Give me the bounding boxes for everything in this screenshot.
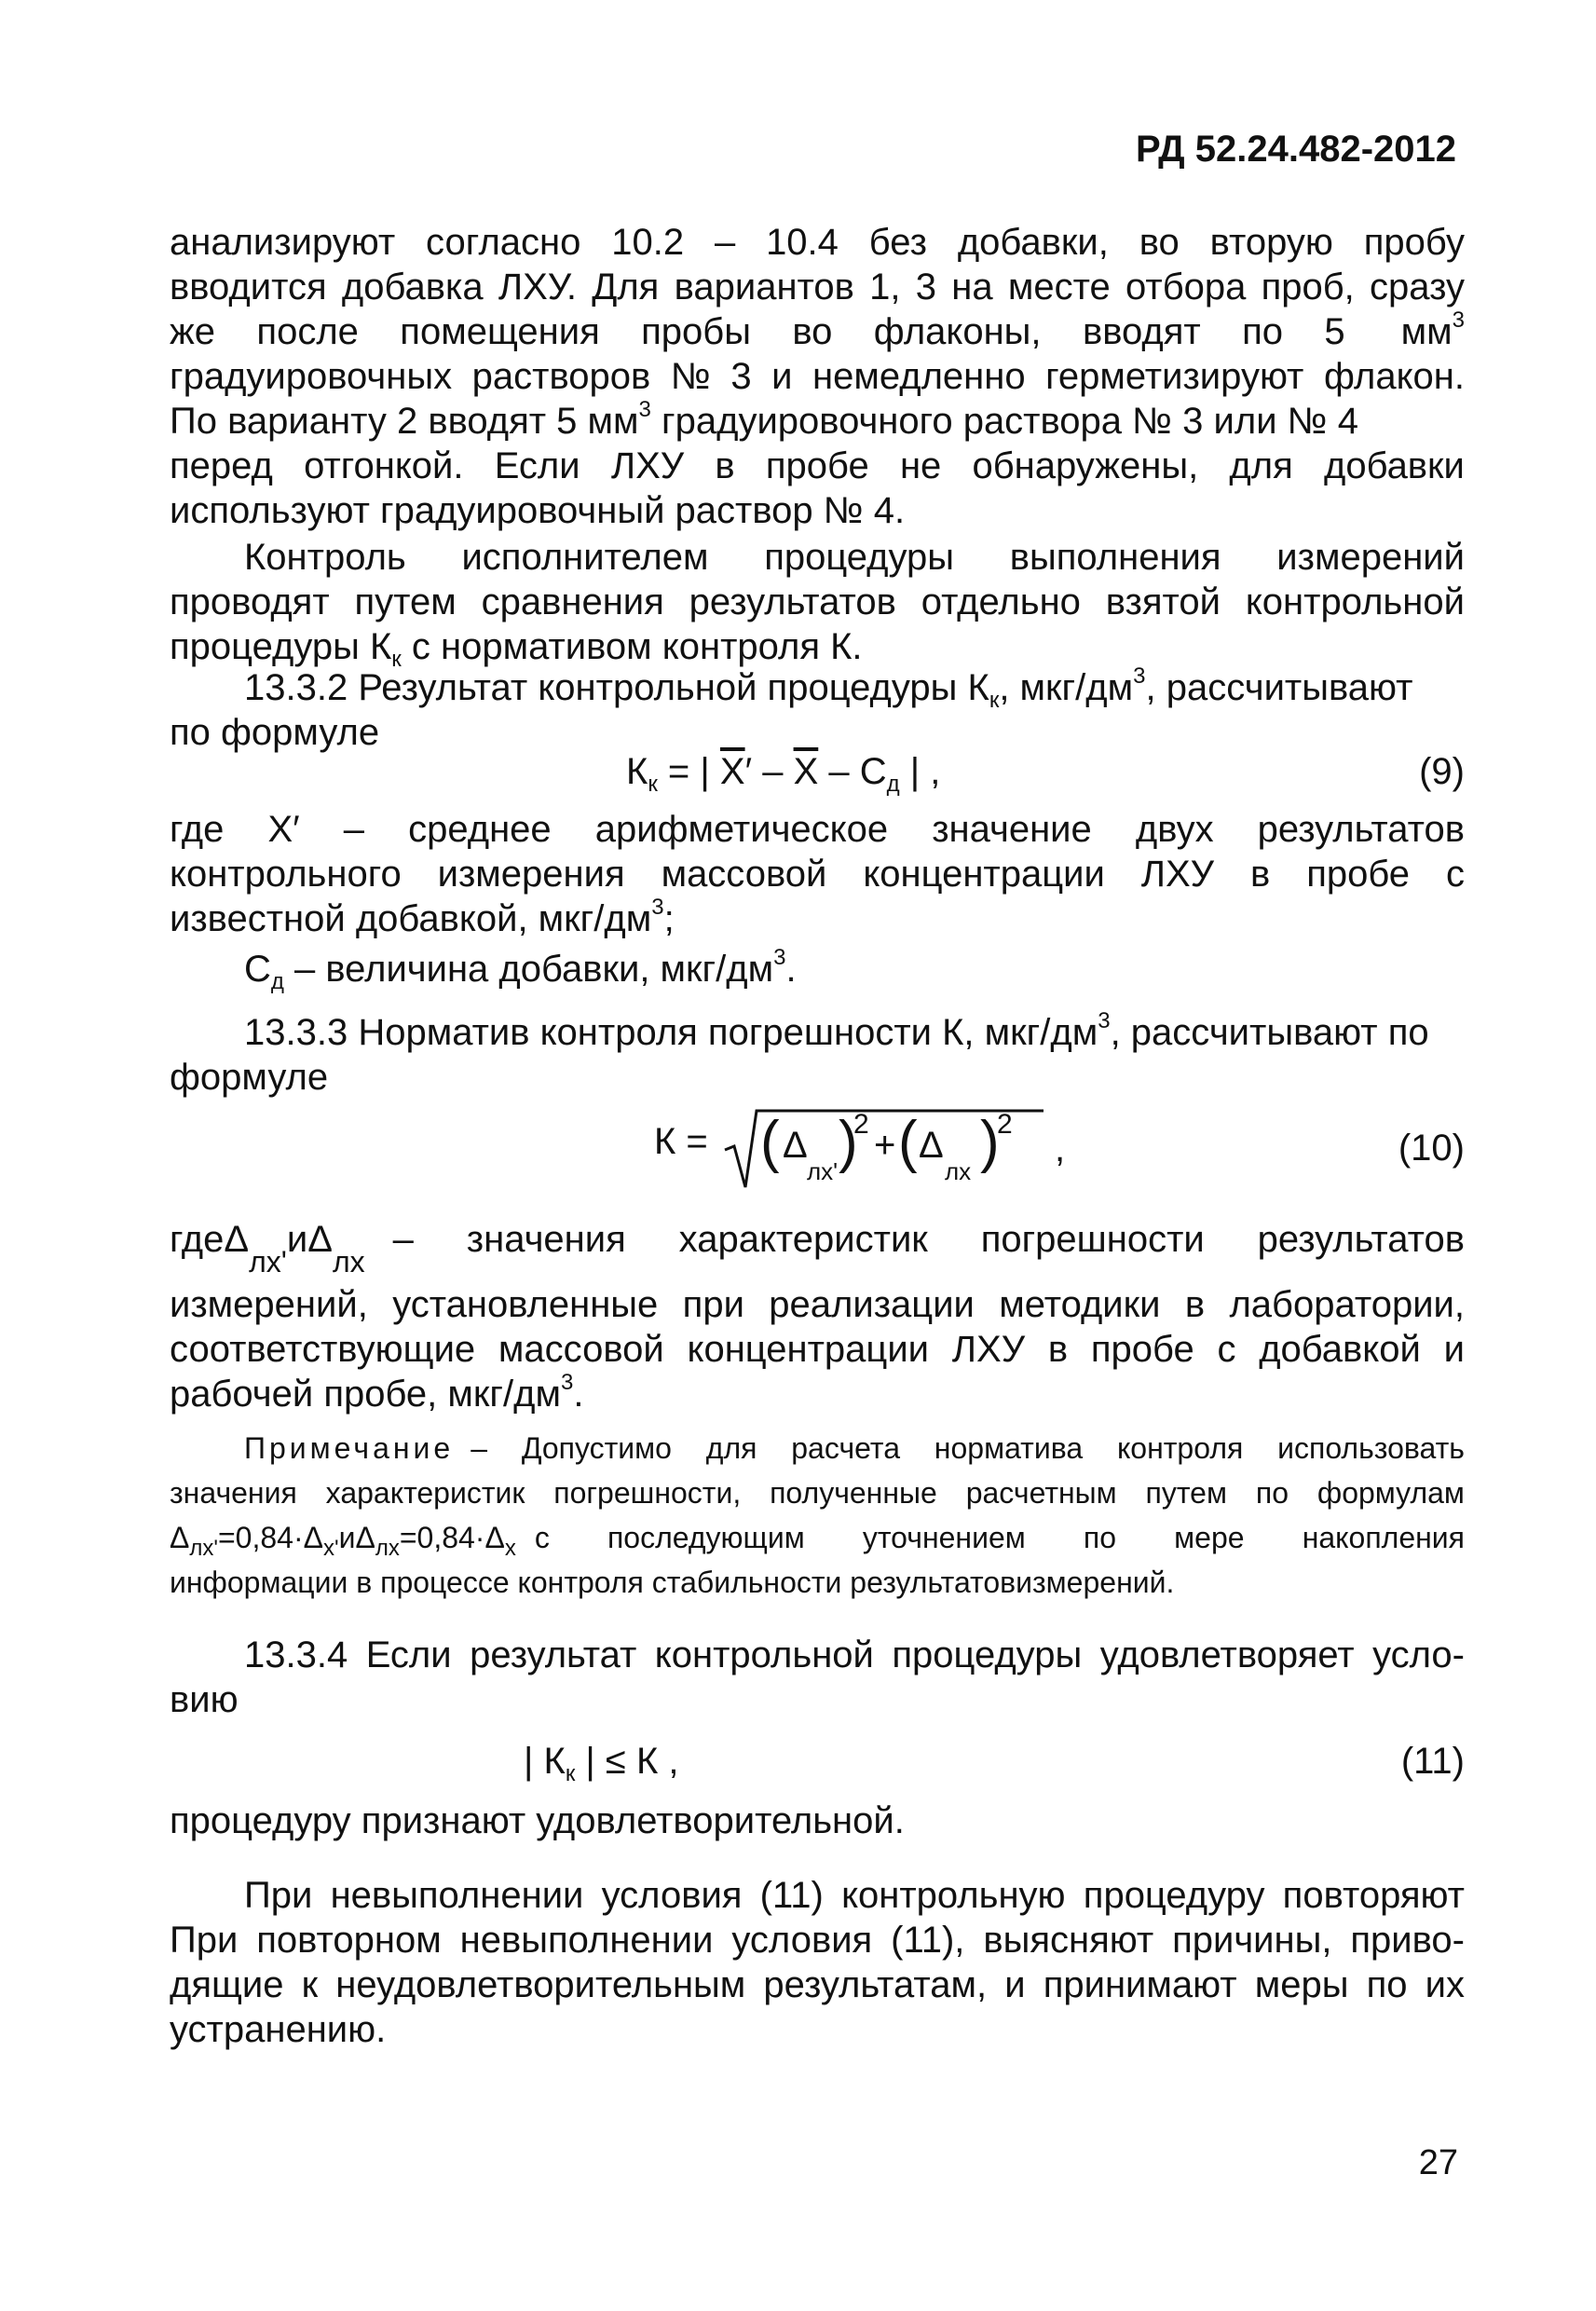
word: Контроль: [244, 537, 406, 578]
word: методики: [999, 1284, 1161, 1325]
note-formula-2: [355, 1515, 515, 1560]
word: вводится: [170, 267, 327, 308]
word: выясняют: [983, 1920, 1154, 1961]
word: пробу: [1363, 222, 1465, 263]
word: №: [670, 356, 711, 397]
w2-delta-2: Δ: [307, 1219, 333, 1260]
nf1-sub: лх': [189, 1536, 218, 1561]
w1-line-1: [170, 807, 1465, 852]
s1333-line-2: формуле: [170, 1057, 329, 1098]
p1-line-1: [170, 220, 1465, 265]
word: и: [1004, 1964, 1026, 2005]
word: массовой: [661, 854, 827, 895]
subscript-k: к: [391, 647, 402, 672]
eq10-k-equals: К =: [654, 1121, 708, 1162]
word: 3: [915, 267, 937, 308]
word: характеристик: [678, 1219, 928, 1260]
p1-line-7: используют градуировочный раствор № 4.: [170, 490, 906, 531]
word: отдельно: [921, 581, 1081, 622]
where-block-2: [170, 1217, 1465, 1416]
w2-line-4-text: рабочей пробе, мкг/дм: [170, 1374, 561, 1415]
section-13-3-2: [170, 665, 1465, 755]
word: арифметическое: [594, 809, 889, 850]
word: сразу: [1370, 267, 1465, 308]
word: ЛХУ: [1140, 854, 1215, 895]
page-number: 27: [1418, 2143, 1458, 2182]
s1332-line-1a: 13.3.2 Результат контрольной процедуры К: [244, 667, 989, 708]
final-line-1: [170, 1873, 1465, 1918]
superscript-3: 3: [1452, 308, 1465, 333]
p1-line-3-words: [170, 309, 1345, 354]
p1-line-5-text: [170, 399, 1358, 444]
w2-delta-lx: [307, 1217, 365, 1279]
eq11-abs-k: | К: [524, 1741, 566, 1782]
final-paragraph: [170, 1873, 1465, 2052]
p2-line-2: [170, 580, 1465, 624]
word: контрольной: [1245, 581, 1465, 622]
word: по: [1366, 1964, 1408, 2005]
word: флакон.: [1323, 356, 1465, 397]
eq11-le-k: | ≤ К ,: [575, 1741, 679, 1782]
word: принимают: [1043, 1964, 1237, 2005]
word: приво-: [1350, 1920, 1465, 1961]
equation-9-number: (9): [1419, 751, 1465, 792]
word: накопления: [1302, 1521, 1465, 1554]
w2-line-4: [170, 1372, 1465, 1416]
word: проводят: [170, 581, 330, 622]
final-line-4: устранению.: [170, 2009, 387, 2050]
note-line-1: [170, 1426, 1465, 1470]
p2-line-1: [170, 535, 1465, 580]
equation-10: [170, 1109, 1465, 1198]
word: по: [1255, 1476, 1289, 1510]
word: при: [682, 1284, 744, 1325]
eq10-paren-close-1: ): [839, 1110, 858, 1174]
nf2-delta: Δ: [355, 1521, 375, 1554]
note-line-3: [170, 1515, 1465, 1560]
word: проб,: [1261, 267, 1355, 308]
subscript-k: к: [989, 688, 1000, 713]
w2-and: и: [286, 1219, 308, 1260]
w1-line-3-text: известной добавкой, мкг/дм: [170, 898, 652, 939]
word: контроля: [1116, 1431, 1244, 1465]
word: ЛХУ: [951, 1329, 1026, 1370]
word: пробе: [1306, 854, 1411, 895]
word: условия: [731, 1920, 873, 1961]
eq10-paren-open-1: (: [760, 1110, 780, 1174]
s1334-conclusion: [170, 1798, 1465, 1843]
word: немедленно: [812, 356, 1026, 397]
word: усло-: [1372, 1634, 1465, 1675]
nf2-sub2: х: [504, 1536, 516, 1561]
word: значения: [170, 1476, 297, 1510]
word: обнаружены,: [972, 445, 1199, 486]
p2-line-3b: с нормативом контроля К.: [401, 626, 863, 667]
word: ЛХУ: [610, 445, 685, 486]
word: процедуры: [892, 1634, 1083, 1675]
p1-line-4: [170, 354, 1465, 399]
word: контрольной: [654, 1634, 874, 1675]
word: X′: [267, 809, 300, 850]
word: же: [170, 311, 216, 352]
word: вводят: [1082, 311, 1201, 352]
word: добавка: [341, 267, 484, 308]
word: выполнения: [1009, 537, 1221, 578]
s1334-line-3: процедуру признают удовлетворительной.: [170, 1800, 905, 1841]
word: флаконы,: [873, 311, 1042, 352]
word: пробы: [641, 311, 751, 352]
s1333-line-1a: 13.3.3 Норматив контроля погрешности К, мкг/дм: [244, 1012, 1098, 1053]
word: растворов: [471, 356, 651, 397]
p2-line-3a: процедуры К: [170, 626, 392, 667]
section-13-3-4: [170, 1633, 1465, 1722]
word: мере: [1174, 1521, 1245, 1554]
equation-10-formula: [654, 1105, 1083, 1198]
word: с: [1445, 854, 1465, 895]
w1-d-sub: д: [270, 969, 284, 994]
word: результатам,: [763, 1964, 988, 2005]
word: Допустимо: [521, 1431, 672, 1465]
word: Если: [494, 445, 580, 486]
eq9-end: | ,: [899, 751, 941, 792]
note-formula-1: [170, 1515, 339, 1560]
word: 3: [730, 356, 752, 397]
superscript-3: 3: [1133, 663, 1146, 689]
w1-line-2: [170, 852, 1465, 896]
word: установленные: [392, 1284, 659, 1325]
superscript-3: 3: [773, 945, 786, 970]
p1-line-5a: По варианту 2 вводят 5 мм: [170, 401, 639, 442]
word: расчета: [791, 1431, 900, 1465]
word: –: [714, 222, 736, 263]
word: вариантов: [674, 267, 854, 308]
s1332-line-1b: , мкг/дм: [999, 667, 1134, 708]
superscript-3: 3: [560, 1370, 574, 1395]
word: измерений,: [170, 1284, 368, 1325]
word: (11): [759, 1875, 824, 1916]
paragraph-2: [170, 535, 1465, 672]
word: месте: [1007, 267, 1111, 308]
word: соответствующие: [170, 1329, 476, 1370]
eq10-delta-1: Δ: [783, 1125, 808, 1166]
s1332-line-2: по формуле: [170, 712, 380, 753]
p1-line-2: [170, 265, 1465, 309]
note-and: и: [338, 1521, 356, 1554]
word: помещения: [400, 311, 600, 352]
word: Для: [592, 267, 660, 308]
w2-line-2: [170, 1282, 1465, 1327]
p1-line-5b: градуировочного раствора № 3 или № 4: [650, 401, 1358, 442]
word: сравнения: [481, 581, 664, 622]
word: процедуру: [1083, 1875, 1265, 1916]
nf2-sub: лх: [375, 1536, 400, 1561]
eq9-prime: ′: [744, 751, 753, 792]
eq10-exp-1: 2: [853, 1109, 869, 1140]
word: согласно: [426, 222, 581, 263]
w2-line-3: [170, 1327, 1465, 1372]
word: реализации: [769, 1284, 975, 1325]
word: пробе: [1090, 1329, 1194, 1370]
word: –: [471, 1431, 488, 1465]
s1333-line-1b: , рассчитывают по: [1110, 1012, 1429, 1053]
eq9-minus-c: – С: [818, 751, 887, 792]
word: их: [1425, 1964, 1465, 2005]
p1-line-5: [170, 399, 1465, 444]
word: на: [951, 267, 993, 308]
word: значение: [932, 809, 1092, 850]
w2-delta-1: Δ: [224, 1219, 250, 1260]
word: контрольного: [170, 854, 402, 895]
p1-line-3: [170, 309, 1465, 354]
word: 5: [1324, 311, 1345, 352]
word: для: [1229, 445, 1293, 486]
word: перед: [170, 445, 273, 486]
word: отбора: [1125, 267, 1247, 308]
word: добавки: [1323, 445, 1465, 486]
word: вторую: [1209, 222, 1333, 263]
word: во: [1139, 222, 1180, 263]
word: в: [715, 445, 735, 486]
word: измерения: [437, 854, 625, 895]
word: –: [343, 809, 365, 850]
word: 10.2: [611, 222, 685, 263]
word: после: [256, 311, 359, 352]
w1-line-4-text: – величина добавки, мкг/дм: [283, 949, 774, 990]
word: последующим: [607, 1521, 805, 1554]
word: 10.4: [766, 222, 839, 263]
word: результатов: [689, 581, 896, 622]
word: характеристик: [325, 1476, 525, 1510]
eq9-x-bar-prime: $\overline{X}$: [719, 751, 745, 792]
equation-9-expression: [626, 751, 941, 797]
equation-9: [170, 751, 1465, 807]
word: 1,: [869, 267, 901, 308]
eq10-exp-2: 2: [997, 1109, 1013, 1140]
note-line-3-rest: [535, 1515, 1465, 1560]
word: невыполнении: [459, 1920, 714, 1961]
word: в: [1047, 1329, 1069, 1370]
eq9-k-sub: к: [648, 772, 658, 797]
word: (11),: [891, 1920, 965, 1961]
final-line-2: [170, 1918, 1465, 1962]
word: и: [771, 356, 793, 397]
word: не: [899, 445, 942, 486]
p1-line-6: [170, 444, 1465, 488]
paragraph-1: [170, 220, 1465, 533]
word: 13.3.4: [244, 1634, 348, 1675]
word: расчетным: [965, 1476, 1117, 1510]
s1332-line-1c: , рассчитывают: [1145, 667, 1413, 708]
mm-text: мм: [1400, 311, 1453, 352]
word: концентрации: [863, 854, 1105, 895]
eq10-sub-1: лх': [807, 1157, 839, 1185]
eq9-x-bar: $\overline{X}$: [793, 751, 819, 792]
word: концентрации: [687, 1329, 930, 1370]
word: повторяют: [1282, 1875, 1465, 1916]
word: удовлетворяет: [1099, 1634, 1355, 1675]
w2-line-1-rest: [393, 1217, 1465, 1262]
w2-where: где: [170, 1219, 225, 1260]
nf2-rhs: =0,84·Δ: [399, 1521, 505, 1554]
word: с: [534, 1521, 550, 1554]
word: лаборатории,: [1229, 1284, 1465, 1325]
word: повторном: [256, 1920, 442, 1961]
word: по: [1083, 1521, 1117, 1554]
word: норматива: [934, 1431, 1084, 1465]
word: При: [170, 1920, 239, 1961]
equation-11-expression: [524, 1741, 679, 1786]
equation-11: [170, 1741, 1465, 1797]
word: отгонкой.: [304, 445, 464, 486]
word: При: [244, 1875, 313, 1916]
equation-11-number: (11): [1400, 1741, 1465, 1782]
word: погрешности,: [553, 1476, 742, 1510]
eq9-k: К: [626, 751, 648, 792]
nf1-rhs: =0,84·Δ: [217, 1521, 323, 1554]
w2-sub-1: лх': [249, 1245, 287, 1279]
superscript-3: 3: [651, 895, 664, 920]
word: в: [1250, 854, 1271, 895]
s1334-line-2: вию: [170, 1679, 239, 1720]
word: Если: [365, 1634, 452, 1675]
note-line-2: [170, 1470, 1465, 1515]
word: в: [1184, 1284, 1206, 1325]
word: контрольную: [841, 1875, 1066, 1916]
equation-10-number: (10): [1398, 1128, 1465, 1169]
word: без: [868, 222, 927, 263]
w1-c: С: [244, 949, 271, 990]
eq9-equals: = |: [657, 751, 720, 792]
w1-line-4-end: .: [785, 949, 797, 990]
s1333-line-1: [170, 1010, 1465, 1055]
eq10-paren-open-2: (: [898, 1110, 918, 1174]
word: дящие: [170, 1964, 284, 2005]
where-block-1: [170, 807, 1465, 994]
s1334-line-1: [170, 1633, 1465, 1677]
superscript-3: 3: [638, 397, 651, 422]
word: анализируют: [170, 222, 396, 263]
word: формулам: [1316, 1476, 1465, 1510]
eq10-plus: +: [874, 1125, 896, 1166]
eq11-k-sub: к: [565, 1761, 576, 1786]
word: значения: [466, 1219, 626, 1260]
word: двух: [1135, 809, 1214, 850]
word: результатов: [1257, 1219, 1465, 1260]
w2-delta-lx-prime: [224, 1217, 287, 1279]
word: взятой: [1105, 581, 1221, 622]
word: герметизируют: [1045, 356, 1304, 397]
nf1-delta: Δ: [170, 1521, 190, 1554]
note-block: [170, 1426, 1465, 1605]
w1-line-4: [170, 945, 1465, 994]
eq9-minus: –: [752, 751, 794, 792]
w1-line-3-end: ;: [663, 898, 675, 939]
word: добавки,: [957, 222, 1109, 263]
word: –: [392, 1219, 414, 1260]
word: пробе: [765, 445, 869, 486]
word: добавкой: [1259, 1329, 1421, 1370]
word: массовой: [498, 1329, 664, 1370]
word: условия: [601, 1875, 743, 1916]
word: среднее: [408, 809, 552, 850]
word: уточнением: [862, 1521, 1026, 1554]
note-line-4: информации в процессе контроля стабильности результатовизмерений.: [170, 1566, 1175, 1599]
s1332-line-1: [170, 663, 1465, 713]
word: градуировочных: [170, 356, 453, 397]
word: неудовлетворительным: [335, 1964, 746, 2005]
word: с: [1217, 1329, 1236, 1370]
eq10-paren-close-2: ): [980, 1110, 1000, 1174]
word: причины,: [1172, 1920, 1332, 1961]
word: во: [792, 311, 833, 352]
word: процедуры: [764, 537, 955, 578]
final-line-3: [170, 1962, 1465, 2007]
document-code: РД 52.24.482-2012: [1135, 129, 1456, 170]
word: для: [705, 1431, 757, 1465]
word: где: [170, 809, 225, 850]
nf1-sub2: х': [322, 1536, 339, 1561]
eq9-d-sub: д: [886, 772, 900, 797]
word: к: [301, 1964, 319, 2005]
w1-line-3: [170, 896, 1465, 941]
word: по: [1242, 311, 1283, 352]
word: путем: [1145, 1476, 1227, 1510]
word: меры: [1254, 1964, 1349, 2005]
eq10-comma: ,: [1055, 1128, 1066, 1169]
word: путем: [354, 581, 457, 622]
p1-unit-mm3: [1401, 309, 1465, 354]
word: результатов: [1257, 809, 1465, 850]
word: и: [1443, 1329, 1465, 1370]
eq10-sub-2: лх: [945, 1157, 972, 1185]
p2-line-3: [170, 624, 1465, 672]
word: погрешности: [980, 1219, 1205, 1260]
word: невыполнении: [330, 1875, 584, 1916]
word: измерений: [1276, 537, 1465, 578]
word: исполнителем: [461, 537, 709, 578]
word: полученные: [770, 1476, 937, 1510]
word: использовать: [1277, 1431, 1465, 1465]
w2-sub-2: лх: [332, 1245, 365, 1279]
w2-line-1: [170, 1217, 1465, 1282]
w2-line-4-end: .: [573, 1374, 584, 1415]
section-13-3-3: [170, 1010, 1465, 1100]
word: результат: [470, 1634, 637, 1675]
word: ЛХУ.: [498, 267, 577, 308]
superscript-3: 3: [1098, 1008, 1111, 1033]
eq10-delta-2: Δ: [919, 1125, 944, 1166]
note-label: Примечание: [244, 1431, 455, 1465]
note-line-1-rest: [471, 1426, 1465, 1470]
